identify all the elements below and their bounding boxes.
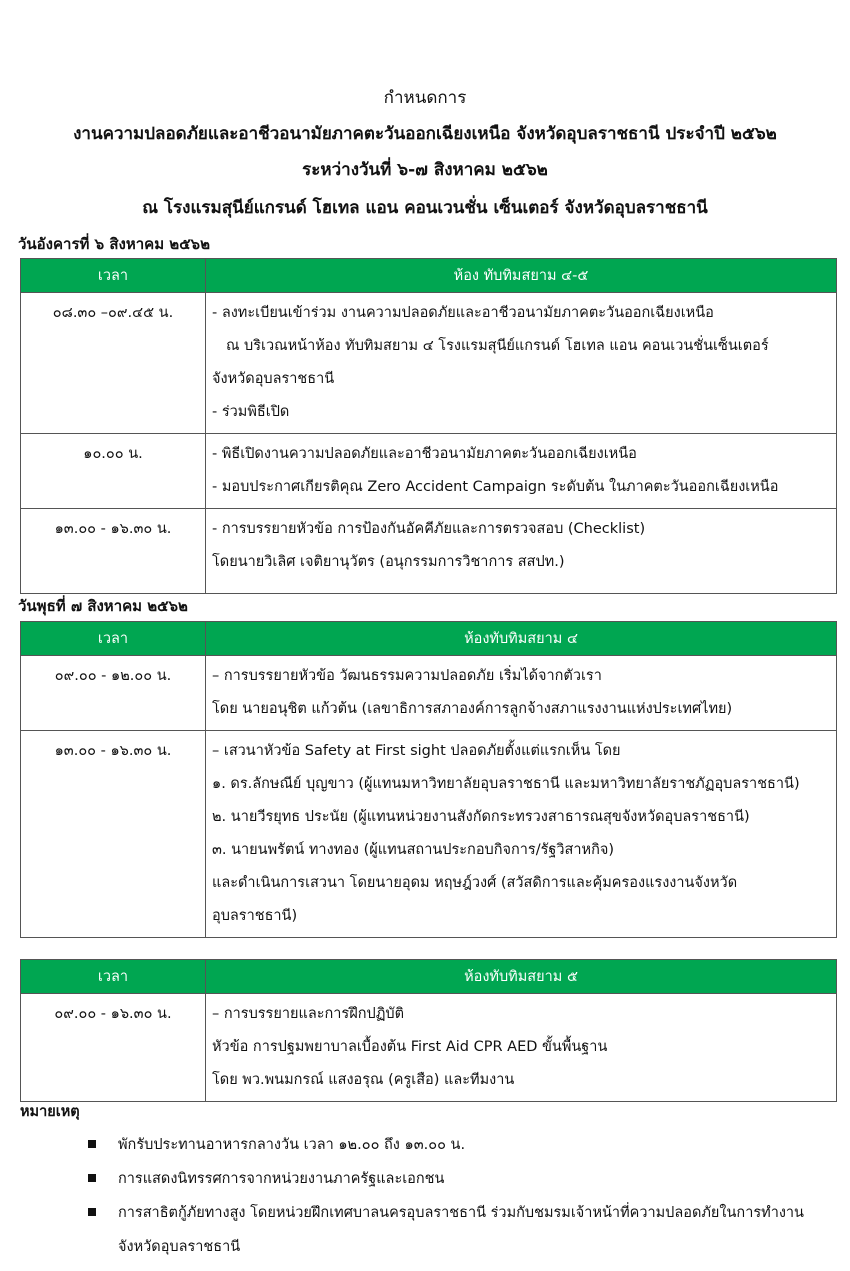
activity-line: อุบลราชธานี) bbox=[212, 908, 298, 924]
activity-line: จังหวัดอุบลราชธานี bbox=[212, 371, 335, 387]
activity-line: - พิธีเปิดงานความปลอดภัยและอาชีวอนามัยภาคตะวันออกเฉียงเหนือ bbox=[212, 446, 637, 462]
activity-line: หัวข้อ การปฐมพยาบาลเบื้องต้น First Aid CPR AED ขั้นพื้นฐาน bbox=[212, 1039, 608, 1055]
activity-line: - มอบประกาศเกียรติคุณ Zero Accident Campaign ระดับต้น ในภาคตะวันออกเฉียงเหนือ bbox=[212, 479, 779, 495]
table-row bbox=[21, 731, 837, 938]
list-item bbox=[88, 1196, 828, 1264]
note-text: การสาธิตกู้ภัยทางสูง โดยหน่วยฝึกเทศบาลนครอุบลราชธานี ร่วมกับชมรมเจ้าหน้าที่ความปลอดภัยในการทำงานจังหวัดอุบลราชธานี bbox=[118, 1205, 804, 1255]
col-room-header: ห้องทับทิมสยาม ๔ bbox=[206, 622, 837, 656]
col-time-header: เวลา bbox=[21, 960, 206, 994]
activity-line: โดย นายอนุชิต แก้วต้น (เลขาธิการสภาองค์การลูกจ้างสภาแรงงานแห่งประเทศไทย) bbox=[212, 701, 733, 717]
activity-line: – เสวนาหัวข้อ Safety at First sight ปลอดภัยตั้งแต่แรกเห็น โดย bbox=[212, 743, 621, 759]
time-cell: ๑๐.๐๐ น. bbox=[21, 434, 206, 509]
time-cell: ๐๙.๐๐ - ๑๖.๓๐ น. bbox=[21, 994, 206, 1102]
activity-line: ๒. นายวีรยุทธ ประนัย (ผู้แทนหน่วยงานสังกัดกระทรวงสาธารณสุขจังหวัดอุบลราชธานี) bbox=[212, 809, 750, 825]
col-time-header: เวลา bbox=[21, 259, 206, 293]
activity-line: - การบรรยายหัวข้อ การป้องกันอัคคีภัยและการตรวจสอบ (Checklist) bbox=[212, 521, 646, 537]
activity-cell bbox=[206, 509, 837, 594]
time-cell: ๐๘.๓๐ –๐๙.๔๕ น. bbox=[21, 293, 206, 434]
activity-cell bbox=[206, 434, 837, 509]
table-row bbox=[21, 509, 837, 594]
table-row bbox=[21, 434, 837, 509]
document-title: กำหนดการ bbox=[383, 88, 467, 108]
activity-line: ณ บริเวณหน้าห้อง ทับทิมสยาม ๔ โรงแรมสุนีย์แกรนด์ โฮเทล แอน คอนเวนชั่นเซ็นเตอร์ bbox=[226, 338, 769, 354]
room5-schedule-table bbox=[20, 959, 837, 1102]
day1-label: วันอังคารที่ ๖ สิงหาคม ๒๕๖๒ bbox=[18, 235, 210, 253]
activity-line: – การบรรยายและการฝึกปฏิบัติ bbox=[212, 1006, 405, 1022]
square-bullet-icon bbox=[88, 1174, 96, 1182]
event-dates: ระหว่างวันที่ ๖-๗ สิงหาคม ๒๕๖๒ bbox=[302, 160, 548, 180]
note-text: การแสดงนิทรรศการจากหน่วยงานภาครัฐและเอกชน bbox=[118, 1171, 445, 1187]
table-header-row bbox=[21, 622, 837, 656]
activity-line: โดยนายวิเลิศ เจติยานุวัตร (อนุกรรมการวิชาการ สสปท.) bbox=[212, 554, 565, 570]
event-name: งานความปลอดภัยและอาชีวอนามัยภาคตะวันออกเฉียงเหนือ จังหวัดอุบลราชธานี ประจำปี ๒๕๖๒ bbox=[73, 124, 777, 144]
activity-line: - ร่วมพิธีเปิด bbox=[212, 404, 290, 420]
notes-list bbox=[88, 1128, 828, 1264]
notes-heading: หมายเหตุ bbox=[20, 1104, 80, 1120]
table-row bbox=[21, 656, 837, 731]
note-text: พักรับประทานอาหารกลางวัน เวลา ๑๒.๐๐ ถึง ๑๓.๐๐ น. bbox=[118, 1137, 466, 1153]
activity-line: ๓. นายนพรัตน์ ทางทอง (ผู้แทนสถานประกอบกิจการ/รัฐวิสาหกิจ) bbox=[212, 842, 615, 858]
table-row bbox=[21, 293, 837, 434]
event-venue: ณ โรงแรมสุนีย์แกรนด์ โฮเทล แอน คอนเวนชั่น เซ็นเตอร์ จังหวัดอุบลราชธานี bbox=[142, 198, 708, 218]
day1-schedule-table bbox=[20, 258, 837, 594]
activity-cell bbox=[206, 731, 837, 938]
activity-line: – การบรรยายหัวข้อ วัฒนธรรมความปลอดภัย เริ่มได้จากตัวเรา bbox=[212, 668, 602, 684]
activity-line: และดำเนินการเสวนา โดยนายอุดม หฤษฎ์วงศ์ (สวัสดิการและคุ้มครองแรงงานจังหวัด bbox=[212, 875, 738, 891]
activity-line: ๑. ดร.ลักษณีย์ บุญขาว (ผู้แทนมหาวิทยาลัยอุบลราชธานี และมหาวิทยาลัยราชภัฏอุบลราชธานี) bbox=[212, 776, 800, 792]
time-cell: ๑๓.๐๐ - ๑๖.๓๐ น. bbox=[21, 731, 206, 938]
square-bullet-icon bbox=[88, 1140, 96, 1148]
activity-line: - ลงทะเบียนเข้าร่วม งานความปลอดภัยและอาชีวอนามัยภาคตะวันออกเฉียงเหนือ bbox=[212, 305, 714, 321]
col-room-header: ห้องทับทิมสยาม ๕ bbox=[206, 960, 837, 994]
activity-cell bbox=[206, 994, 837, 1102]
day2-schedule-table bbox=[20, 621, 837, 938]
activity-cell bbox=[206, 293, 837, 434]
col-time-header: เวลา bbox=[21, 622, 206, 656]
table-header-row bbox=[21, 960, 837, 994]
time-cell: ๐๙.๐๐ - ๑๒.๐๐ น. bbox=[21, 656, 206, 731]
square-bullet-icon bbox=[88, 1208, 96, 1216]
time-cell: ๑๓.๐๐ - ๑๖.๓๐ น. bbox=[21, 509, 206, 594]
col-room-header: ห้อง ทับทิมสยาม ๔-๕ bbox=[206, 259, 837, 293]
activity-cell bbox=[206, 656, 837, 731]
table-header-row bbox=[21, 259, 837, 293]
list-item bbox=[88, 1162, 828, 1196]
day2-label: วันพุธที่ ๗ สิงหาคม ๒๕๖๒ bbox=[18, 597, 188, 615]
list-item bbox=[88, 1128, 828, 1162]
activity-line: โดย พว.พนมกรณ์ แสงอรุณ (ครูเสือ) และทีมงาน bbox=[212, 1072, 515, 1088]
table-row bbox=[21, 994, 837, 1102]
